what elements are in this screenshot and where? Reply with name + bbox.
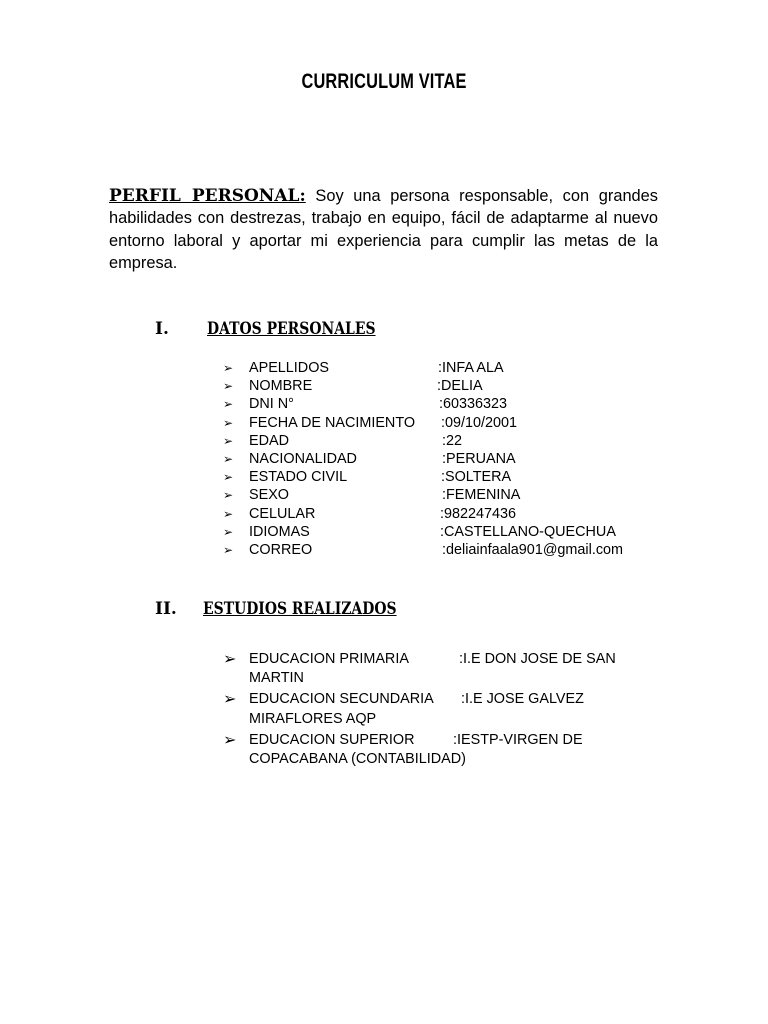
field-value: :FEMENINA [442, 487, 521, 504]
study-level: EDUCACION PRIMARIA [249, 651, 409, 667]
section-heading-datos-personales [155, 319, 413, 339]
section-title: ESTUDIOS REALIZADOS [203, 599, 397, 619]
field-label: ESTADO CIVIL [249, 469, 348, 486]
study-level: EDUCACION SECUNDARIA [249, 691, 434, 708]
field-label: FECHA DE NACIMIENTO [249, 414, 416, 431]
section-number: II. [155, 599, 177, 619]
field-value: :deliainfaala901@gmail.com [442, 541, 624, 558]
arrow-bullet-icon: ➢ [223, 524, 234, 539]
field-value: :60336323 [439, 396, 508, 413]
field-value: :09/10/2001 [441, 414, 518, 431]
field-value: :22 [442, 432, 463, 449]
arrow-bullet-icon: ➢ [223, 379, 234, 394]
arrow-bullet-icon: ➢ [223, 651, 237, 668]
field-label: CELULAR [249, 505, 316, 522]
profile-label: PERFIL PERSONAL: [109, 186, 306, 206]
document-title: CURRICULUM VITAE [301, 70, 467, 93]
study-level: EDUCACION SUPERIOR [249, 731, 415, 748]
arrow-bullet-icon: ➢ [223, 433, 234, 448]
field-value: :DELIA [437, 378, 483, 395]
arrow-bullet-icon: ➢ [223, 488, 234, 503]
list-item [223, 731, 653, 769]
field-label: APELLIDOS [249, 360, 329, 376]
field-value: :PERUANA [442, 450, 516, 467]
field-label: NOMBRE [249, 378, 313, 395]
study-institution: :I.E DON JOSE DE SAN MARTIN [249, 651, 616, 687]
profile-paragraph [109, 185, 658, 274]
section-title: DATOS PERSONALES [207, 319, 376, 339]
field-label: DNI N° [249, 396, 294, 413]
studies-list [223, 650, 653, 771]
field-label: IDIOMAS [249, 523, 310, 540]
arrow-bullet-icon: ➢ [223, 542, 234, 557]
list-item [223, 650, 653, 688]
arrow-bullet-icon: ➢ [223, 397, 234, 412]
field-value: :982247436 [440, 505, 517, 522]
arrow-bullet-icon: ➢ [223, 731, 237, 749]
arrow-bullet-icon: ➢ [223, 470, 234, 485]
arrow-bullet-icon: ➢ [223, 691, 237, 709]
section-heading-estudios-realizados [155, 599, 439, 619]
study-institution: :I.E JOSE GALVEZ MIRAFLORES AQP [249, 691, 584, 727]
field-value: :CASTELLANO-QUECHUA [440, 523, 616, 540]
list-item [223, 690, 653, 728]
arrow-bullet-icon: ➢ [223, 506, 234, 521]
field-value: :INFA ALA [438, 360, 504, 376]
arrow-bullet-icon: ➢ [223, 361, 234, 375]
arrow-bullet-icon: ➢ [223, 415, 234, 430]
field-label: EDAD [249, 432, 289, 449]
profile-text: Soy una persona responsable, con grandes habilidades con destrezas, trabajo en equipo, fácil de adaptarme al nuevo entorno laboral y aportar mi experiencia para cumplir las metas de la empresa. [109, 187, 658, 272]
field-label: NACIONALIDAD [249, 450, 357, 467]
field-label: SEXO [249, 487, 289, 504]
section-number: I. [155, 319, 169, 339]
arrow-bullet-icon: ➢ [223, 451, 234, 466]
field-value: :SOLTERA [441, 469, 512, 486]
study-institution: :IESTP-VIRGEN DE COPACABANA (CONTABILIDAD) [249, 731, 583, 768]
field-label: CORREO [249, 541, 313, 558]
